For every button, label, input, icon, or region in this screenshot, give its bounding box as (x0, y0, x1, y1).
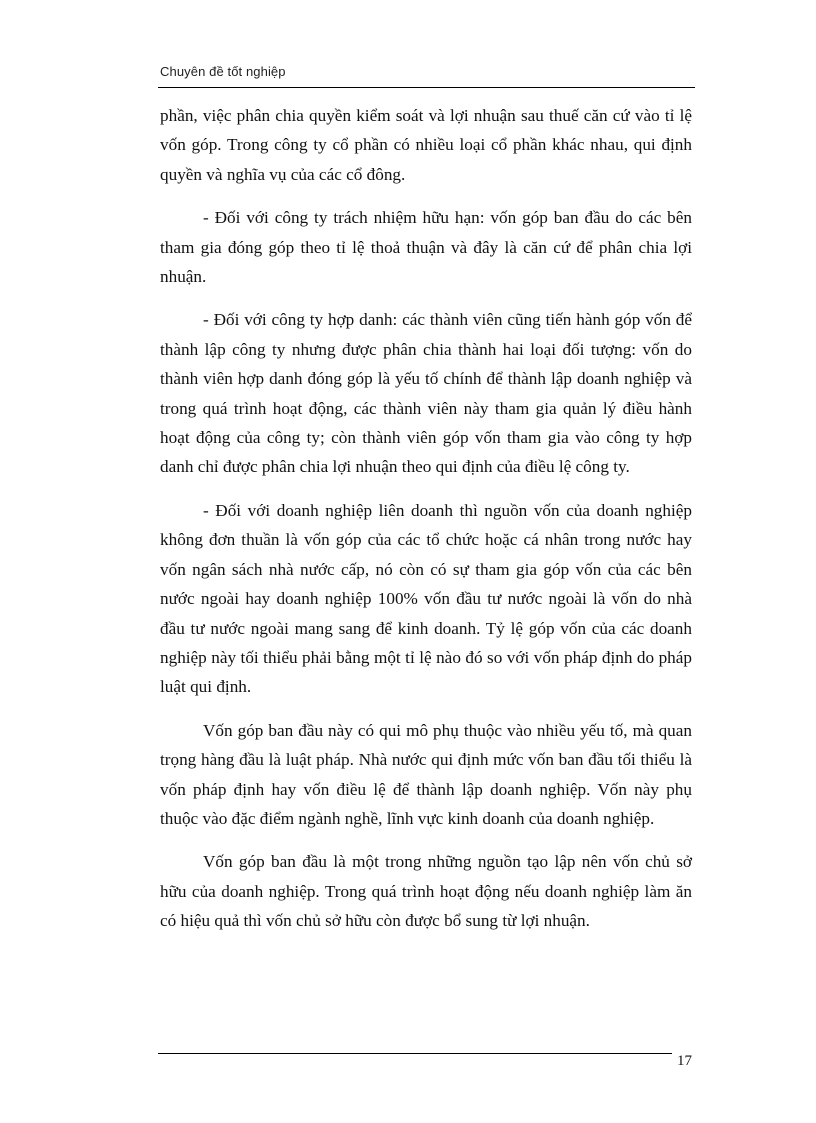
header-rule (158, 87, 695, 88)
paragraph-partnership: - Đối với công ty hợp danh: các thành viên cũng tiến hành góp vốn để thành lập công ty nhưng được phân chia thành hai loại đối tượng: vốn do thành viên hợp danh đóng góp là yếu tố chính để thành lập doanh nghiệp và trong quá trình hoạt động, các thành viên này tham gia quản lý điều hành hoạt động của công ty; còn thành viên góp vốn tham gia vào công ty hợp danh chỉ được phân chia lợi nhuận theo qui định của điều lệ công ty. (160, 310, 692, 477)
page-number: 17 (677, 1053, 692, 1069)
paragraph-owner-equity: Vốn góp ban đầu là một trong những nguồn tạo lập nên vốn chủ sở hữu của doanh nghiệp. Trong quá trình hoạt động nếu doanh nghiệp làm ăn có hiệu quả thì vốn chủ sở hữu còn được bổ sung từ lợi nhuận. (160, 852, 692, 931)
footer-rule (158, 1053, 672, 1054)
paragraph-limited-liability: - Đối với công ty trách nhiệm hữu hạn: vốn góp ban đầu do các bên tham gia đóng góp theo tỉ lệ thoả thuận và đây là căn cứ để phân chia lợi nhuận. (160, 208, 692, 287)
paragraph-continuation: phần, việc phân chia quyền kiểm soát và lợi nhuận sau thuế căn cứ vào tỉ lệ vốn góp. Trong công ty cổ phần có nhiều loại cổ phần khác nhau, qui định quyền và nghĩa vụ của các cổ đông. (160, 106, 692, 184)
body-text (160, 101, 692, 950)
running-header: Chuyên đề tốt nghiệp (160, 64, 286, 79)
paragraph-initial-capital-scale: Vốn góp ban đầu này có qui mô phụ thuộc vào nhiều yếu tố, mà quan trọng hàng đầu là luật pháp. Nhà nước qui định mức vốn ban đầu tối thiểu là vốn pháp định hay vốn điều lệ để thành lập doanh nghiệp. Vốn này phụ thuộc vào đặc điểm ngành nghề, lĩnh vực kinh doanh của doanh nghiệp. (160, 720, 692, 828)
paragraph-joint-venture: - Đối với doanh nghiệp liên doanh thì nguồn vốn của doanh nghiệp không đơn thuần là vốn góp của các tổ chức hoặc cá nhân trong nước hay vốn ngân sách nhà nước cấp, nó còn có sự tham gia góp vốn của các bên nước ngoài hay doanh nghiệp 100% vốn đầu tư nước ngoài là vốn do nhà đầu tư nước ngoài mang sang để kinh doanh. Tỷ lệ góp vốn của các doanh nghiệp này tối thiểu phải bằng một tỉ lệ nào đó so với vốn pháp định do pháp luật qui định. (160, 500, 692, 697)
